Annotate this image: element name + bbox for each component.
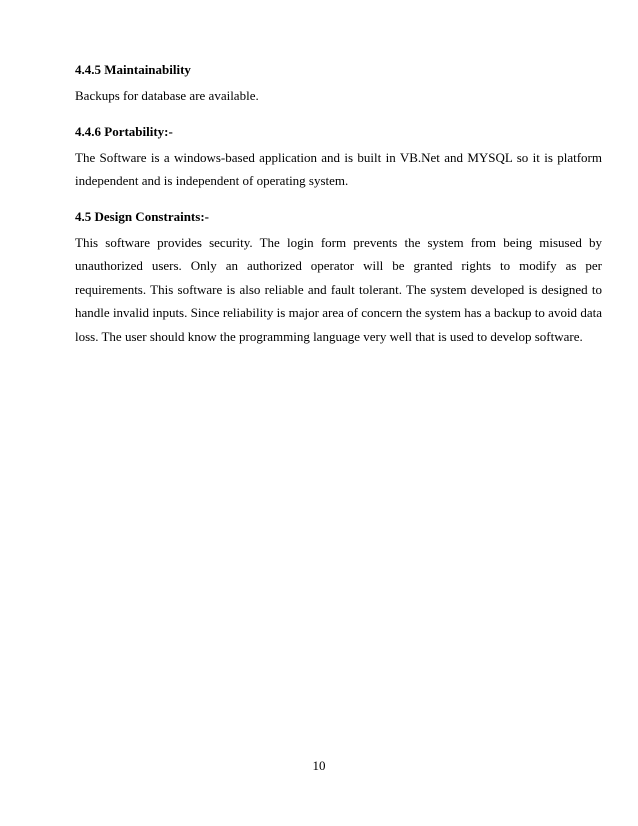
page-content <box>75 62 602 348</box>
section-heading: 4.5 Design Constraints:- <box>75 208 209 224</box>
section-heading: 4.4.6 Portability:- <box>75 123 173 139</box>
section-body: The Software is a windows-based application and is built in VB.Net and MYSQL so it is platform independent and is independent of operating system. <box>75 149 602 188</box>
section-design-constraints <box>75 209 602 349</box>
section-body: Backups for database are available. <box>75 88 259 103</box>
spacer <box>75 108 602 124</box>
page-number: 10 <box>312 758 326 773</box>
section-heading: 4.4.5 Maintainability <box>75 62 191 77</box>
section-maintainability <box>75 62 602 108</box>
section-body: This software provides security. The login form prevents the system from being misused by unauthorized users. Only an authorized operator will be granted rights to modify as per requirements. This software is also reliable and fault tolerant. The system developed is designed to handle invalid inputs. Since reliability is major area of concern the system has a backup to avoid data loss. The user should know the programming language very well that is used to develop software. <box>75 234 602 344</box>
section-portability <box>75 124 602 193</box>
spacer <box>75 193 602 209</box>
